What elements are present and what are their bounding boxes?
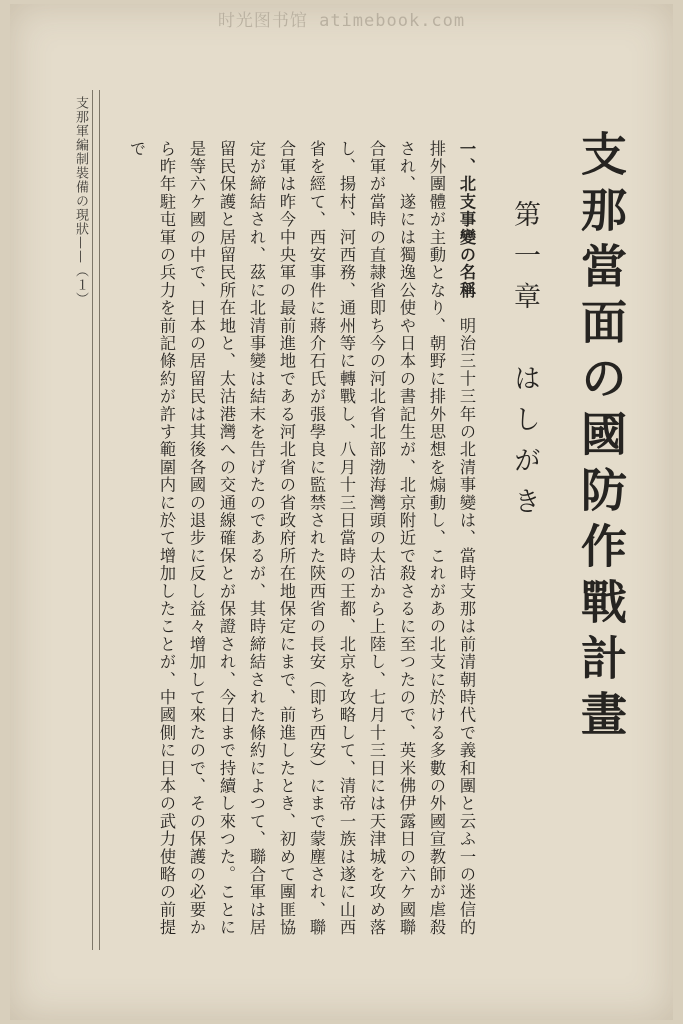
body-text bbox=[121, 140, 481, 940]
chapter-heading: 第一章 はしがき bbox=[509, 200, 540, 528]
running-head: 支那軍編制裝備の現狀——（１） bbox=[73, 96, 88, 306]
watermark: 时光图书馆 atimebook.com bbox=[217, 11, 466, 31]
paragraph-text: ことに是等六ケ國の中で、日本の居留民は其後各國の退步に反し益々增加して來たので、その保護の必要から昨年駐屯軍の兵力を前記條約が許す範圍内に於て增加したことが、中國側に日本の武力使略の前提で bbox=[127, 140, 236, 937]
section-heading: 一、北支事變の名稱 bbox=[457, 140, 476, 300]
section-paragraph bbox=[121, 140, 481, 940]
paragraph-text: 明治三十三年の北清事變は、當時支那は前清朝時代で義和團と云ふ一の迷信的排外團體が主動となり、朝野に排外思想を煽動し、これがあの北支に於ける多數の外國宣教師が虐殺され、遂には獨逸公使や日本の書記生が、北京附近で殺さるに至つたので、英米佛伊露日の六ケ國聯合軍が當時の直隷省即ち今の河北省北部渤海灣頭の太沽から上陸し、七月十三日には天津城を攻め落し、揚村、河西務、通州等に轉戰し、八月十三日當時の王都、北京を攻略して、清帝一族は遂に山西省を經て、西安事件に蔣介石氏が張學良に監禁された陝西省の長安（即ち西安）にまで蒙塵され、聯合軍は昨今中央軍の最前進地である河北省の省政府所在地保定にまで、前進したとき、初めて團匪協定が締結され、茲に北清事變は結末を告げたのであるが、其時締結された條約によつて、聯合軍は居留民保護と居留民所在地と、太沽港灣への交通線確保とが保證され、今日まで持續し來つた。 bbox=[217, 140, 476, 937]
page-title: 支那當面の國防作戰計畫 bbox=[574, 130, 628, 746]
header-rule bbox=[92, 90, 100, 950]
